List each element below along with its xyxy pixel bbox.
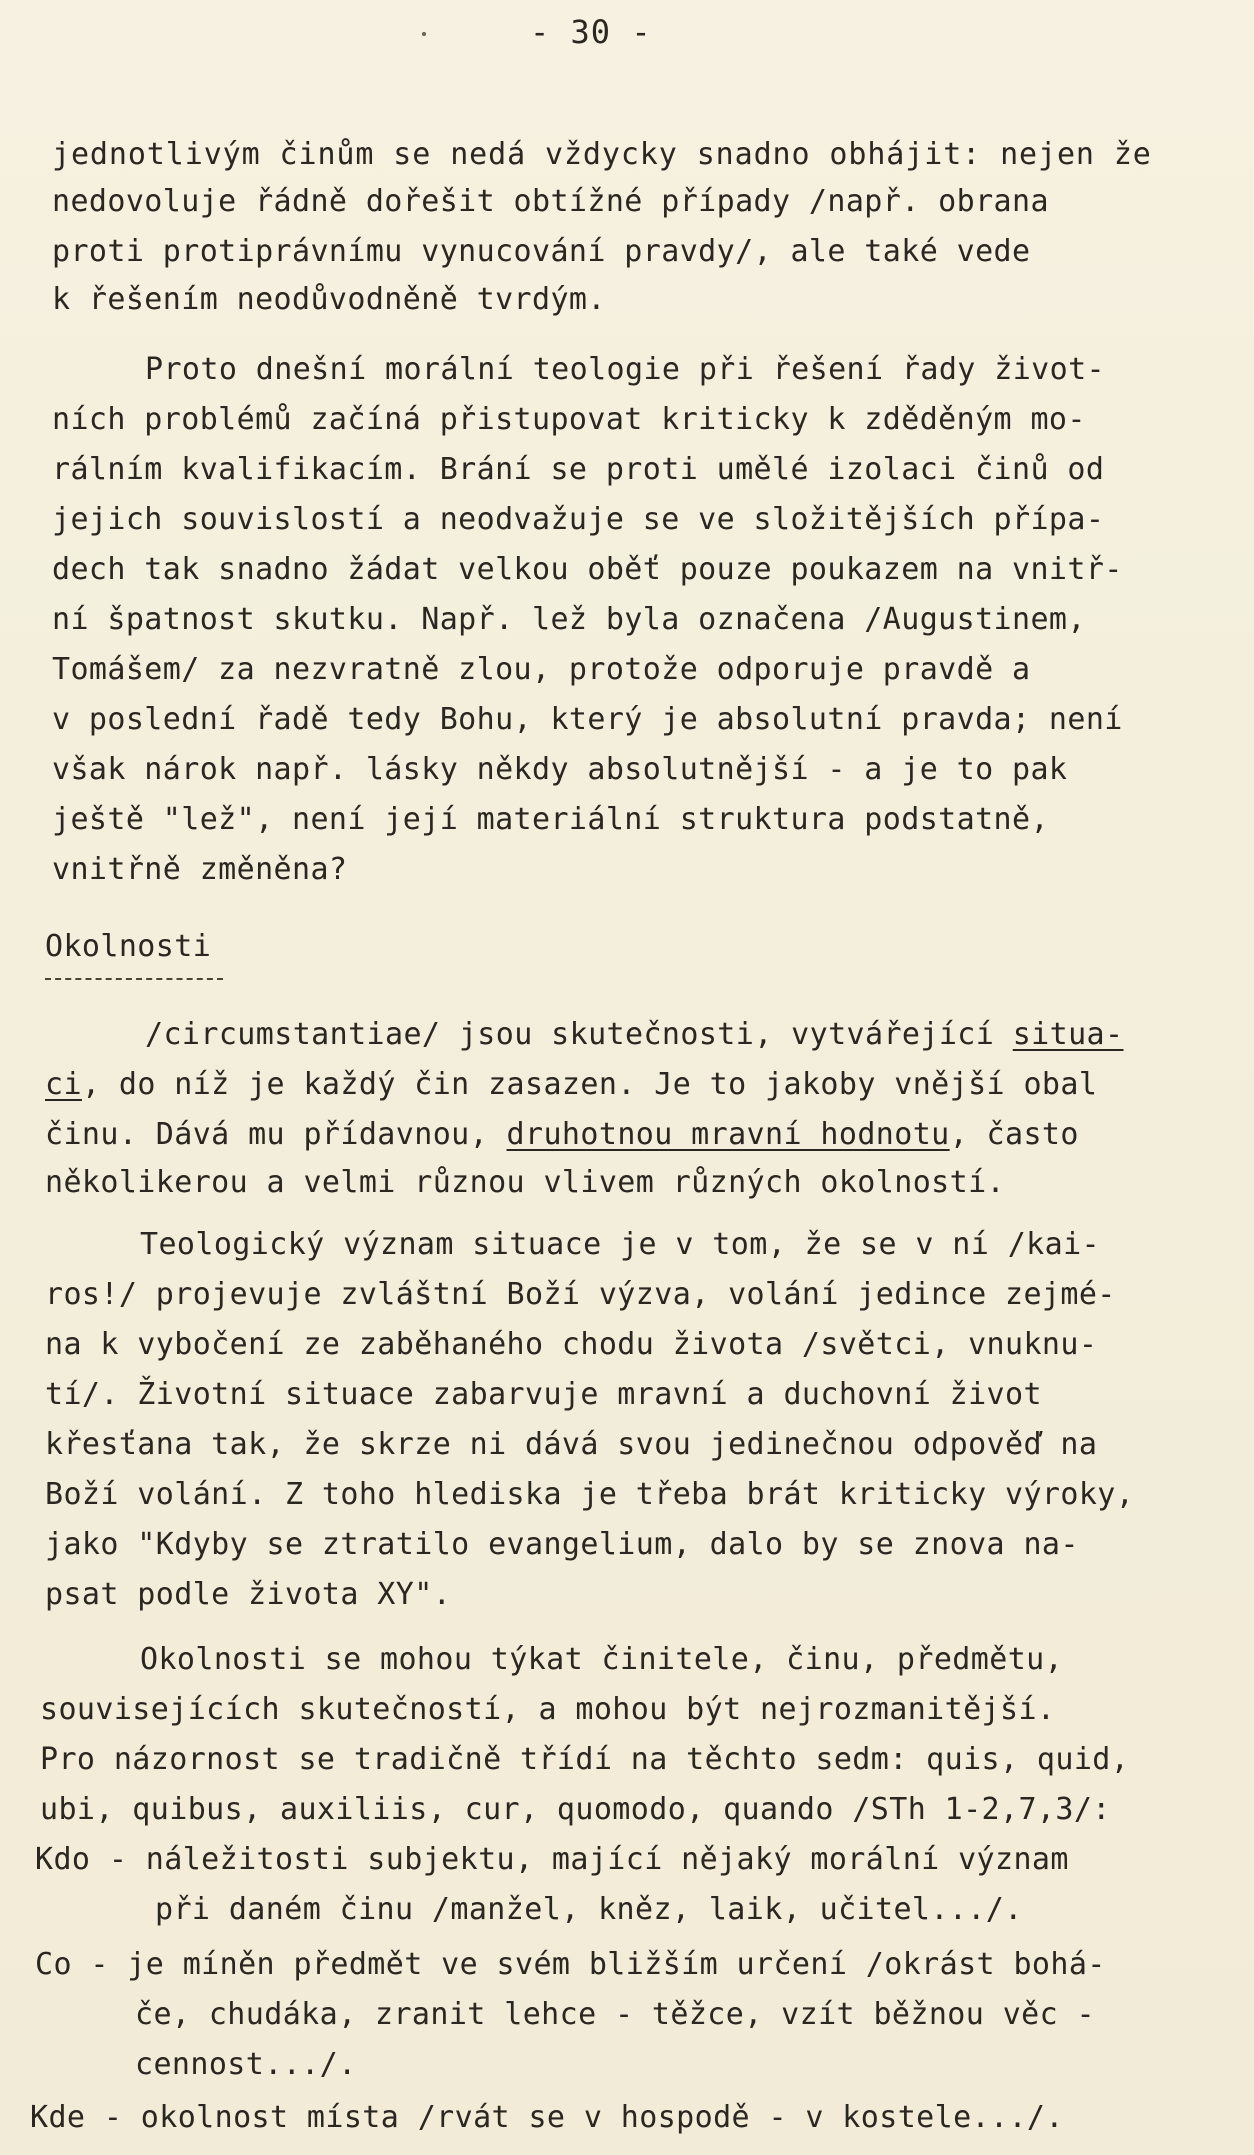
list-item: Kde - okolnost místa /rvát se v hospodě - v kostele.../. (30, 2100, 1064, 2135)
text-line: Boží volání. Z toho hlediska je třeba brát kriticky výroky, (45, 1477, 1135, 1512)
text-line: Tomášem/ za nezvratně zlou, protože odporuje pravdě a (52, 652, 1031, 687)
text-line: v poslední řadě tedy Bohu, který je absolutní pravda; není (52, 702, 1123, 737)
list-item: Kdo - náležitosti subjektu, mající nějaký morální význam (35, 1842, 1069, 1877)
text-line: jednotlivým činům se nedá vždycky snadno obhájit: nejen že (52, 137, 1152, 172)
text-line: ros!/ projevuje zvláštní Boží výzva, volání jedince zejmé- (45, 1277, 1116, 1312)
list-item-continuation: če, chudáka, zranit lehce - těžce, vzít běžnou věc - (135, 1997, 1095, 2032)
text-line: jako "Kdyby se ztratilo evangelium, dalo by se znova na- (45, 1527, 1079, 1562)
text-line: ubi, quibus, auxiliis, cur, quomodo, quando /STh 1-2,7,3/: (40, 1792, 1111, 1827)
list-item-continuation: při daném činu /manžel, kněz, laik, učitel.../. (155, 1892, 1023, 1927)
text-line: proti protiprávnímu vynucování pravdy/, ale také vede (52, 234, 1031, 269)
text-line: nedovoluje řádně dořešit obtížné případy /např. obrana (52, 184, 1049, 219)
underlined-term: situa- (1012, 1017, 1124, 1052)
text-line: ještě "lež", není její materiální struktura podstatně, (52, 802, 1049, 837)
text-line: však nárok např. lásky někdy absolutnější - a je to pak (52, 752, 1068, 787)
text-line: činu. Dává mu přídavnou, druhotnou mravní hodnotu, často (45, 1117, 1079, 1152)
text-line: /circumstantiae/ jsou skutečnosti, vytvářející situa- (145, 1017, 1124, 1052)
text-line: tí/. Životní situace zabarvuje mravní a duchovní život (45, 1377, 1042, 1412)
text-line: ci, do níž je každý čin zasazen. Je to jakoby vnější obal (45, 1067, 1098, 1102)
list-item-continuation: cennost.../. (135, 2047, 357, 2082)
text-line: Okolnosti se mohou týkat činitele, činu, předmětu, (140, 1642, 1064, 1677)
text-line: na k vybočení ze zaběhaného chodu života /světci, vnuknu- (45, 1327, 1098, 1362)
text-line: křesťana tak, že skrze ni dává svou jedinečnou odpověď na (45, 1427, 1098, 1462)
text-line: Pro názornost se tradičně třídí na těchto sedm: quis, quid, (40, 1742, 1130, 1777)
list-item: Co - je míněn předmět ve svém bližším určení /okrást bohá- (35, 1947, 1106, 1982)
stray-ink-dot (422, 32, 426, 36)
underlined-term: druhotnou mravní hodnotu (506, 1117, 950, 1152)
page-number: - 30 - (530, 13, 652, 51)
underlined-term: ci (45, 1067, 82, 1102)
text-line: vnitřně změněna? (52, 852, 348, 887)
text-line: Teologický význam situace je v tom, že se v ní /kai- (140, 1227, 1100, 1262)
text-line: k řešením neodůvodněně tvrdým. (52, 282, 606, 317)
text-line: psat podle života XY". (45, 1577, 452, 1612)
text-line: souvisejících skutečností, a mohou být nejrozmanitější. (40, 1692, 1056, 1727)
heading-underline (45, 978, 223, 980)
text-line: rálním kvalifikacím. Brání se proti umělé izolaci činů od (52, 452, 1105, 487)
text-line: ní špatnost skutku. Např. lež byla označena /Augustinem, (52, 602, 1086, 637)
text-line: Proto dnešní morální teologie při řešení řady život- (145, 352, 1105, 387)
section-heading: Okolnosti (45, 929, 212, 964)
text-line: několikerou a velmi různou vlivem různých okolností. (45, 1165, 1005, 1200)
text-line: dech tak snadno žádat velkou oběť pouze poukazem na vnitř- (52, 552, 1123, 587)
text-line: jejich souvislostí a neodvažuje se ve složitějších přípa- (52, 502, 1105, 537)
text-line: ních problémů začíná přistupovat kriticky k zděděným mo- (52, 402, 1086, 437)
